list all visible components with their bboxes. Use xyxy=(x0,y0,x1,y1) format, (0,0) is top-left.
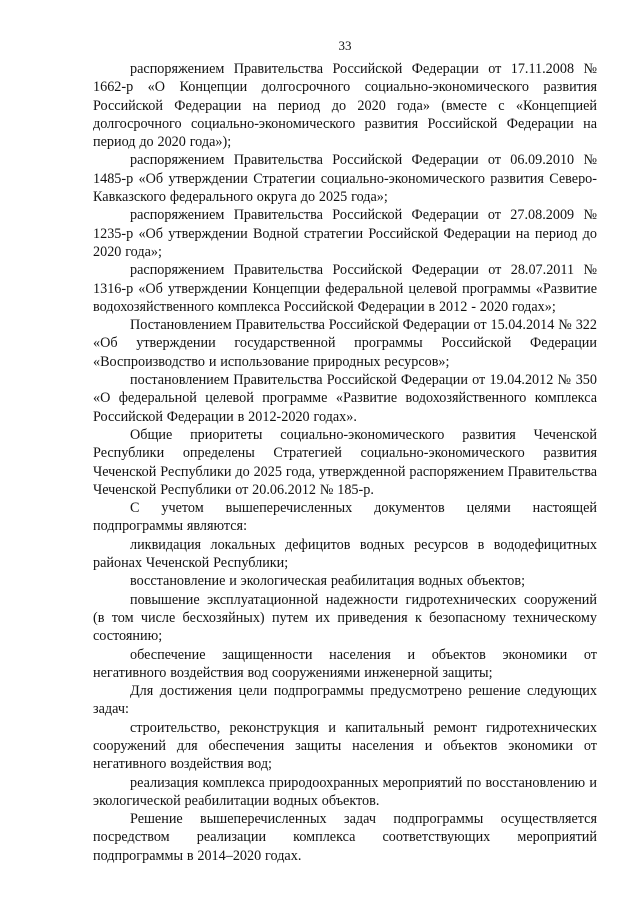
paragraph-2: распоряжением Правительства Российской Федерации от 06.09.2010 № 1485-р «Об утверждении Стратегии социально-экономического развития Северо-Кавказского федерального округа до 2025 года»; xyxy=(93,152,597,206)
paragraph-15: реализация комплекса природоохранных мероприятий по восстановлению и экологической реабилитации водных объектов. xyxy=(93,774,597,809)
page-number: 33 xyxy=(338,38,352,53)
paragraph-11: повышение эксплуатационной надежности гидротехнических сооружений (в том числе бесхозяйных) путем их приведения к безопасному техническому состоянию; xyxy=(93,591,597,645)
paragraph-7: Общие приоритеты социально-экономического развития Чеченской Республики определены Стратегией социально-экономического развития Чеченской Республики до 2025 года, утвержденной распоряжением Правительства Чеченской Республики от 20.06.2012 № 185-р. xyxy=(93,426,597,498)
paragraph-12: обеспечение защищенности населения и объектов экономики от негативного воздействия вод сооружениями инженерной защиты; xyxy=(93,646,597,681)
paragraph-6: постановлением Правительства Российской Федерации от 19.04.2012 № 350 «О федеральной целевой программе «Развитие водохозяйственного комплекса Российской Федерации в 2012-2020 годах». xyxy=(93,372,597,425)
paragraph-13: Для достижения цели подпрограммы предусмотрено решение следующих задач: xyxy=(93,683,597,718)
paragraph-14: строительство, реконструкция и капитальный ремонт гидротехнических сооружений для обеспечения защиты населения и объектов экономики от негативного воздействия вод; xyxy=(93,719,597,773)
paragraph-8: С учетом вышеперечисленных документов целями настоящей подпрограммы являются: xyxy=(93,500,597,535)
paragraph-16: Решение вышеперечисленных задач подпрограммы осуществляется посредством реализации комплекса соответствующих мероприятий подпрограммы в 2014–2020 годах. xyxy=(93,811,597,864)
paragraph-5: Постановлением Правительства Российской Федерации от 15.04.2014 № 322 «Об утверждении государственной программы Российской Федерации «Воспроизводство и использование природных ресурсов»; xyxy=(93,317,597,370)
paragraph-4: распоряжением Правительства Российской Федерации от 28.07.2011 № 1316-р «Об утверждении Концепции федеральной целевой программы «Развитие водохозяйственного комплекса Российской Федерации в 2012 - 2020 годах»; xyxy=(93,262,597,315)
paragraph-3: распоряжением Правительства Российской Федерации от 27.08.2009 № 1235-р «Об утверждении Водной стратегии Российской Федерации на период до 2020 года»; xyxy=(93,207,597,260)
paragraph-10: восстановление и экологическая реабилитация водных объектов; xyxy=(130,573,526,590)
paragraph-1: распоряжением Правительства Российской Федерации от 17.11.2008 № 1662-р «О Концепции долгосрочного социально-экономического развития Российской Федерации на период до 2020 года» (вместе с «Концепцией долгосрочного социально-экономического развития Российской Федерации на период до 2020 года»); xyxy=(93,61,597,151)
paragraph-9: ликвидация локальных дефицитов водных ресурсов в вододефицитных районах Чеченской Республики; xyxy=(93,536,597,572)
